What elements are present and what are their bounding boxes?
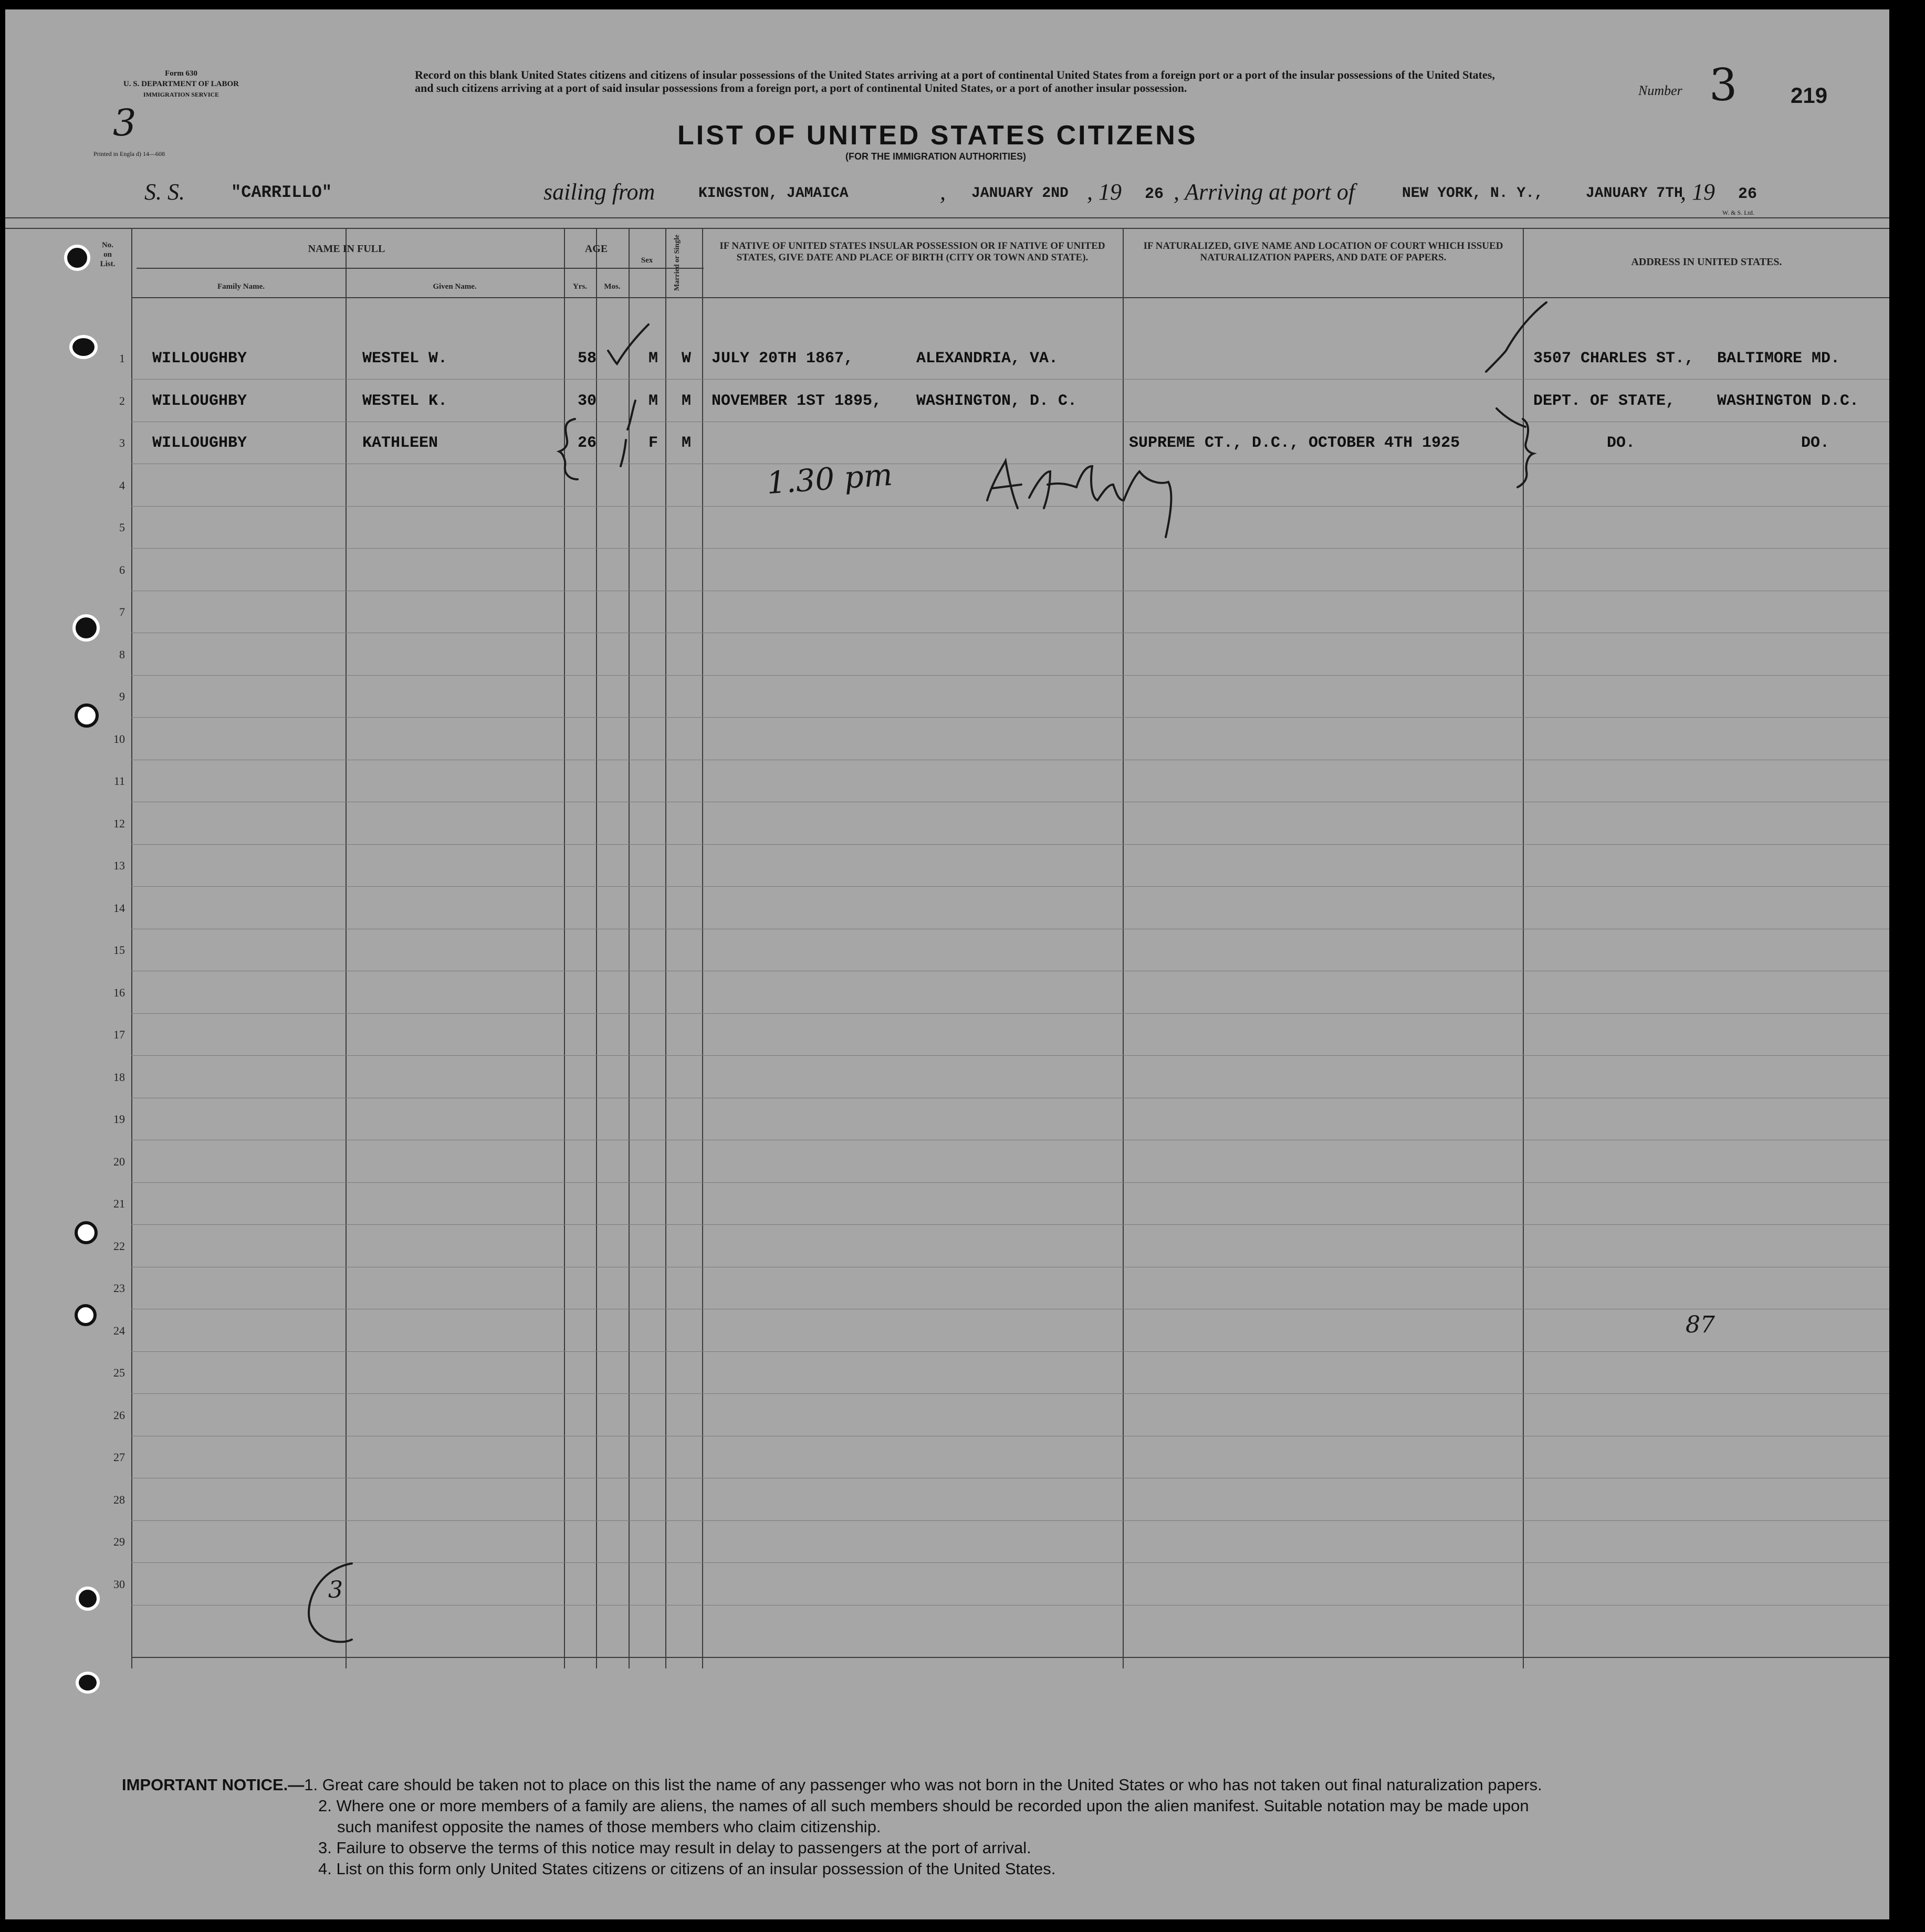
- notice-item-2: 2. Where one or more members of a family are aliens, the names of all such members should be recorded upon the alien manifest. Suitable notation may be made upon: [318, 1797, 1529, 1815]
- row-number: 21: [113, 1197, 125, 1210]
- cell-given-name: WESTEL K.: [362, 392, 448, 410]
- cell-address-line: DEPT. OF STATE,: [1533, 392, 1676, 410]
- header-no-line: No.: [101, 241, 114, 249]
- row-number: 28: [113, 1493, 125, 1506]
- arrival-year: 26: [1738, 185, 1757, 203]
- checkmark: [621, 440, 626, 466]
- header-no-line: List.: [100, 260, 116, 268]
- cell-sex: M: [648, 350, 658, 368]
- header-address: ADDRESS IN UNITED STATES.: [1631, 256, 1782, 268]
- cell-address-city: DO.: [1801, 434, 1830, 452]
- arrival-year-prefix: , 19: [1680, 179, 1715, 205]
- header-given-name: Given Name.: [433, 282, 477, 291]
- ss-label: S. S.: [144, 179, 185, 205]
- page-number: 219: [1791, 83, 1828, 108]
- row-number: 12: [113, 817, 125, 830]
- cell-sex: F: [648, 434, 658, 452]
- printed-line: Printed in Engla d) 14—608: [93, 150, 165, 158]
- handwritten-marks: [5, 9, 1889, 1919]
- row-number: 11: [113, 774, 125, 788]
- sailing-label: sailing from: [543, 179, 655, 205]
- row-number: 3: [119, 436, 125, 449]
- cell-address-city: BALTIMORE MD.: [1717, 350, 1840, 368]
- cell-birth-date: JULY 20TH 1867,: [712, 350, 854, 368]
- row-number: 18: [113, 1070, 125, 1084]
- cell-address-city: WASHINGTON D.C.: [1717, 392, 1859, 410]
- cell-birth-place: ALEXANDRIA, VA.: [916, 350, 1059, 368]
- row-number: 24: [113, 1324, 125, 1337]
- row-number: 7: [119, 605, 125, 618]
- cell-given-name: KATHLEEN: [362, 434, 438, 452]
- header-native: IF NATIVE OF UNITED STATES INSULAR POSSESSION OR IF NATIVE OF UNITED STATES, GIVE DATE AND PLACE OF BIRTH (CITY OR TOWN AND STATE).: [719, 240, 1105, 263]
- row-number: 8: [119, 648, 125, 661]
- row-number: 20: [113, 1155, 125, 1168]
- row-number: 1: [119, 352, 125, 365]
- row-number: 19: [113, 1112, 125, 1126]
- cell-birth-place: WASHINGTON, D. C.: [916, 392, 1077, 410]
- arrival-port: NEW YORK, N. Y.,: [1402, 185, 1543, 202]
- number-handwritten: 3: [1709, 59, 1738, 111]
- header-family-name: Family Name.: [217, 282, 265, 291]
- brace: [559, 419, 578, 479]
- handwritten-time: 1.30 pm: [765, 456, 894, 501]
- handwritten-circled-number: 3: [328, 1577, 343, 1603]
- header-age: AGE: [584, 243, 608, 255]
- cell-family-name: WILLOUGHBY: [152, 434, 247, 452]
- row-number: 26: [113, 1409, 125, 1422]
- header-mos: Mos.: [604, 282, 621, 291]
- row-number: 14: [113, 901, 125, 915]
- row-number: 2: [119, 394, 125, 407]
- cell-naturalization: SUPREME CT., D.C., OCTOBER 4TH 1925: [1129, 434, 1460, 452]
- handwritten-stray-number: 87: [1686, 1311, 1715, 1338]
- arrival-date: JANUARY 7TH: [1586, 185, 1683, 202]
- row-number: 16: [113, 986, 125, 999]
- row-number: 22: [113, 1240, 125, 1253]
- cell-age-years: 30: [578, 392, 597, 410]
- header-name-in-full: NAME IN FULL: [308, 243, 385, 255]
- notice-item-3: 3. Failure to observe the terms of this notice may result in delay to passengers at the port of arrival.: [318, 1839, 1031, 1857]
- important-notice: [122, 1774, 1886, 1880]
- row-number: 4: [119, 479, 125, 492]
- notice-item-4: 4. List on this form only United States citizens or citizens of an insular possession of the United States.: [318, 1860, 1056, 1878]
- departure-date: JANUARY 2ND: [971, 185, 1069, 202]
- handwritten-form-mark: 3: [113, 101, 137, 144]
- row-number: 23: [113, 1282, 125, 1295]
- signature: [987, 461, 1171, 537]
- departure-port: KINGSTON, JAMAICA: [698, 185, 849, 202]
- checkmark: [627, 401, 635, 429]
- cell-marital-status: M: [682, 434, 692, 452]
- cell-age-years: 26: [578, 434, 597, 452]
- row-number: 9: [119, 690, 125, 703]
- row-number: 6: [119, 563, 125, 576]
- checkmark: [1497, 408, 1525, 427]
- page-title: LIST OF UNITED STATES CITIZENS: [677, 120, 1198, 151]
- row-number: 30: [113, 1578, 125, 1591]
- header-married-single: Married or Single: [673, 234, 681, 291]
- cell-address-line: 3507 CHARLES ST.,: [1533, 350, 1694, 368]
- cell-family-name: WILLOUGHBY: [152, 392, 247, 410]
- year-prefix: , 19: [1087, 179, 1122, 205]
- cell-birth-date: NOVEMBER 1ST 1895,: [712, 392, 882, 410]
- cell-age-years: 58: [578, 350, 597, 368]
- row-number: 5: [119, 521, 125, 534]
- row-number: 10: [113, 732, 125, 746]
- header-yrs: Yrs.: [572, 282, 588, 291]
- notice-item-1: 1. Great care should be taken not to place on this list the name of any passenger who was not born in the United States or who has not taken out final naturalization papers.: [304, 1776, 1542, 1794]
- row-number: 13: [113, 859, 125, 872]
- manifest-sheet: [5, 9, 1889, 1919]
- page-subtitle: (FOR THE IMMIGRATION AUTHORITIES): [845, 151, 1026, 162]
- row-number: 29: [113, 1535, 125, 1548]
- row-number: 27: [113, 1451, 125, 1464]
- arriving-label: , Arriving at port of: [1174, 179, 1355, 205]
- cell-family-name: WILLOUGHBY: [152, 350, 247, 368]
- cell-marital-status: M: [682, 392, 692, 410]
- checkmark: [608, 324, 648, 364]
- cell-sex: M: [648, 392, 658, 410]
- instructions-text: Record on this blank United States citizens and citizens of insular possessions of the United States arriving at a port of continental United States from a foreign port or a port of the insular possessions of the United States, and such citizens arriving at a port of said insular possessions from a foreign port, a port of continental United States, or a port of another insular possession.: [415, 68, 1495, 94]
- departure-year: 26: [1145, 185, 1164, 203]
- cell-marital-status: W: [682, 350, 692, 368]
- header-sex: Sex: [641, 256, 653, 265]
- cell-address-line: DO.: [1607, 434, 1636, 452]
- notice-item-2-cont: such manifest opposite the names of those members who claim citizenship.: [337, 1818, 881, 1836]
- brace: [1518, 419, 1533, 487]
- cell-given-name: WESTEL W.: [362, 350, 448, 368]
- notice-lead: IMPORTANT NOTICE.—: [122, 1776, 305, 1794]
- header-no-line: on: [103, 250, 112, 259]
- circle-mark: [309, 1563, 352, 1642]
- separator: ,: [940, 179, 946, 205]
- service: IMMIGRATION SERVICE: [143, 91, 219, 98]
- form-number: Form 630: [164, 69, 198, 78]
- row-number: 15: [113, 943, 125, 957]
- ship-name: "CARRILLO": [231, 183, 332, 202]
- number-label: Number: [1638, 83, 1682, 98]
- row-number: 25: [113, 1366, 125, 1379]
- department: U. S. DEPARTMENT OF LABOR: [123, 80, 239, 88]
- printer-mark: W. & S. Ltd.: [1722, 209, 1754, 216]
- row-number: 17: [113, 1028, 125, 1041]
- header-naturalized: IF NATURALIZED, GIVE NAME AND LOCATION OF COURT WHICH ISSUED NATURALIZATION PAPERS, AND DATE OF PAPERS.: [1143, 240, 1503, 263]
- checkmark: [1486, 302, 1546, 372]
